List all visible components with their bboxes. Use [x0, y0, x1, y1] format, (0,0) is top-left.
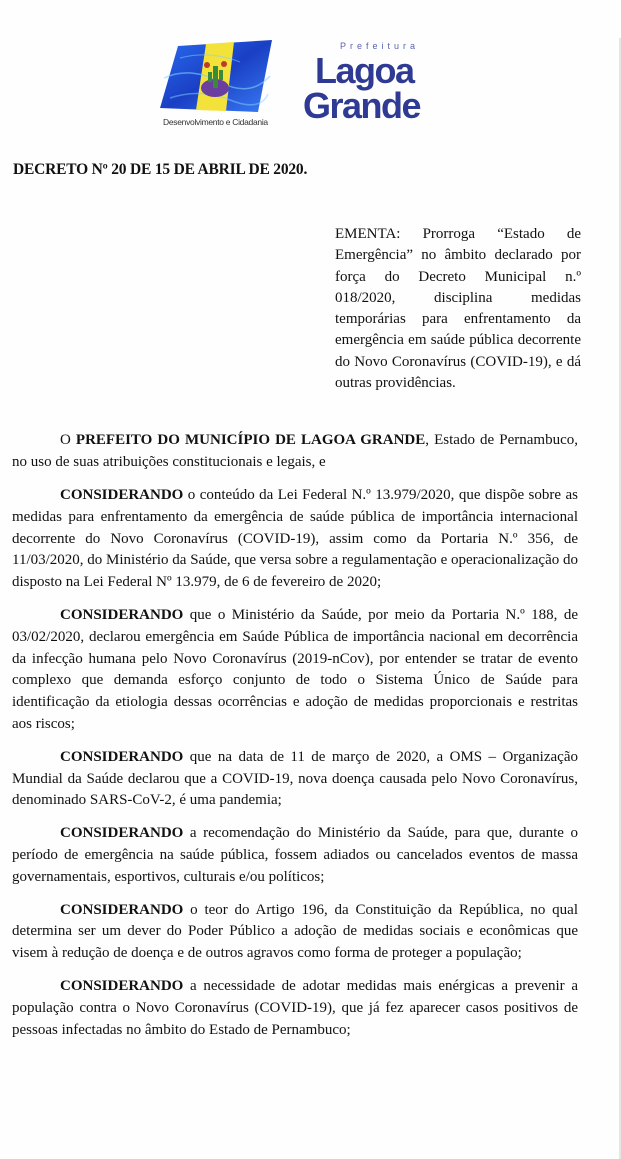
considerando-keyword: CONSIDERANDO	[60, 825, 184, 842]
preamble-lead: O	[60, 432, 76, 449]
considerando-text: que o Ministério da Saúde, por meio da Portaria N.º 188, de 03/02/2020, declarou emergência em Saúde Pública de importância nacional em decorrência da infecção humana pelo Novo Coronavírus (2019-nCov), por entender se tratar de evento complexo que demanda esforço conjunto de todo o Sistema Único de Saúde para identificação da etiologia dessas ocorrências e adoção de medidas proporcionais e restritas aos riscos;	[12, 606, 578, 732]
considerando-keyword: CONSIDERANDO	[60, 606, 184, 623]
considerando-text: a necessidade de adotar medidas mais enérgicas a prevenir a população contra o Novo Coronavírus (COVID-19), que já fez aparecer casos positivos de pessoas infectadas no âmbito do Estado de Pernambuco;	[12, 977, 578, 1038]
considerando-paragraph	[12, 976, 578, 1041]
logo-name-line1: Lagoa	[315, 50, 414, 91]
preamble-paragraph	[12, 430, 578, 474]
considerando-keyword: CONSIDERANDO	[60, 748, 184, 765]
flag-emblem-icon	[160, 38, 272, 114]
logo-prefix: Prefeitura	[340, 41, 420, 51]
considerando-text: que na data de 11 de março de 2020, a OMS – Organização Mundial da Saúde declarou que a COVID-19, nova doença causada pelo Novo Coronavírus, denominado SARS-CoV-2, é uma pandemia;	[12, 748, 578, 809]
considerando-paragraph	[12, 900, 578, 965]
considerando-paragraph	[12, 605, 578, 736]
considerando-paragraph	[12, 485, 578, 594]
preamble-rest: , Estado de Pernambuco, no uso de suas atribuições constitucionais e legais, e	[12, 432, 578, 471]
logo-name-line2: Grande	[303, 85, 421, 126]
considerando-paragraph	[12, 823, 578, 888]
decree-body	[12, 430, 578, 1041]
considerando-keyword: CONSIDERANDO	[60, 486, 184, 503]
decree-ementa: EMENTA: Prorroga “Estado de Emergência” no âmbito declarado por força do Decreto Municipal n.º 018/2020, disciplina medidas temporárias para enfrentamento da emergência em saúde pública decorrente do Novo Coronavírus (COVID-19), e dá outras providências.	[335, 226, 581, 392]
decree-title: DECRETO Nº 20 DE 15 DE ABRIL DE 2020.	[13, 161, 308, 178]
considerando-keyword: CONSIDERANDO	[60, 977, 184, 994]
considerando-paragraph	[12, 747, 578, 812]
logo-tagline: Desenvolvimento e Cidadania	[163, 117, 268, 127]
considerando-keyword: CONSIDERANDO	[60, 901, 184, 918]
considerando-text: a recomendação do Ministério da Saúde, para que, durante o período de emergência na saúde pública, fossem adiados ou cancelados eventos de massa governamentais, esportivos, culturais e/ou políticos;	[12, 825, 578, 885]
preamble-bold: PREFEITO DO MUNICÍPIO DE LAGOA GRANDE	[75, 432, 426, 449]
municipality-logo	[160, 38, 450, 130]
considerando-text: o teor do Artigo 196, da Constituição da República, no qual determina ser um dever do Poder Público a adoção de medidas sociais e econômicas que visem à redução de doença e de outros agravos como forma de proteger a população;	[12, 901, 578, 962]
considerando-text: o conteúdo da Lei Federal N.º 13.979/2020, que dispõe sobre as medidas para enfrentamento da emergência de saúde pública de importância internacional decorrente do Novo Coronavírus (COVID-19), assim como da Portaria N.º 356, de 11/03/2020, do Ministério da Saúde, que versa sobre a regulamentação e operacionalização do disposto na Lei Federal Nº 13.979, de 6 de fevereiro de 2020;	[12, 486, 578, 591]
